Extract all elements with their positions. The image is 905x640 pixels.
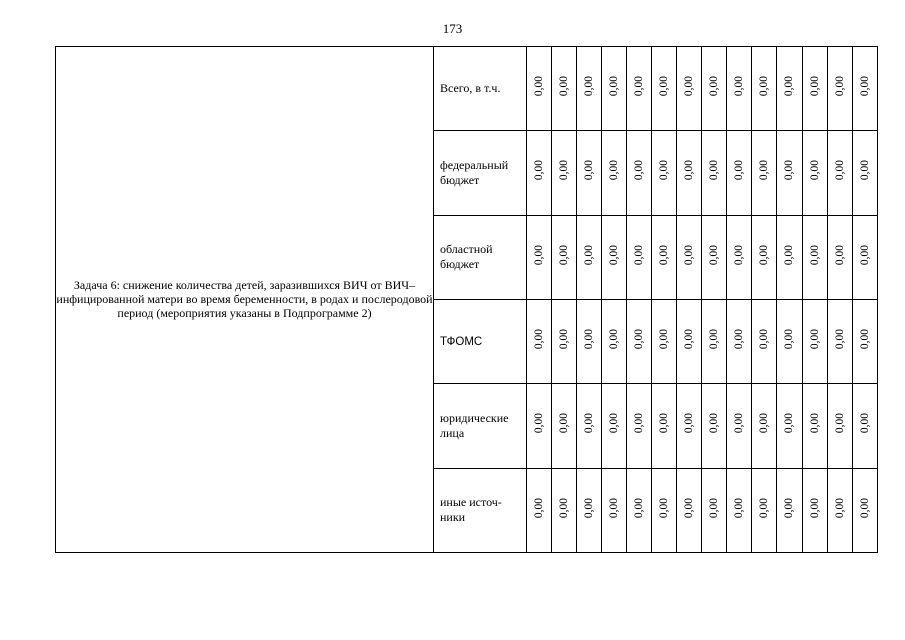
value-cell (652, 299, 677, 383)
value-cell (702, 468, 727, 552)
value-cell (752, 299, 777, 383)
funding-source-text: Всего, в т.ч. (440, 81, 501, 96)
value-cell (652, 47, 677, 131)
funding-source-label (434, 299, 527, 383)
value-cell (827, 299, 852, 383)
value-cell (777, 468, 802, 552)
value-text: 0,00 (708, 497, 721, 518)
value-cell (577, 47, 602, 131)
value-text: 0,00 (533, 244, 546, 265)
value-cell (527, 299, 552, 383)
value-text: 0,00 (583, 244, 596, 265)
value-cell (677, 47, 702, 131)
value-text: 0,00 (733, 497, 746, 518)
value-cell (627, 215, 652, 299)
value-cell (577, 215, 602, 299)
value-cell (802, 215, 827, 299)
value-text: 0,00 (683, 76, 696, 97)
value-cell (577, 131, 602, 215)
value-cell (552, 468, 577, 552)
value-text: 0,00 (708, 76, 721, 97)
value-text: 0,00 (683, 413, 696, 434)
budget-table-container (55, 46, 871, 552)
value-text: 0,00 (558, 497, 571, 518)
value-cell (552, 299, 577, 383)
budget-table-body (56, 47, 878, 553)
value-text: 0,00 (708, 160, 721, 181)
value-text: 0,00 (808, 244, 821, 265)
value-cell (752, 215, 777, 299)
value-text: 0,00 (783, 160, 796, 181)
value-text: 0,00 (858, 329, 871, 350)
budget-table (55, 46, 878, 553)
value-cell (602, 215, 627, 299)
value-text: 0,00 (733, 160, 746, 181)
value-text: 0,00 (858, 244, 871, 265)
value-text: 0,00 (858, 413, 871, 434)
value-text: 0,00 (533, 160, 546, 181)
value-text: 0,00 (608, 329, 621, 350)
value-cell (652, 215, 677, 299)
value-text: 0,00 (608, 76, 621, 97)
value-cell (527, 384, 552, 468)
value-cell (602, 468, 627, 552)
value-text: 0,00 (583, 76, 596, 97)
value-cell (827, 131, 852, 215)
value-cell (852, 299, 877, 383)
value-text: 0,00 (708, 244, 721, 265)
value-cell (577, 299, 602, 383)
value-text: 0,00 (558, 413, 571, 434)
page-number: 173 (442, 21, 463, 36)
value-cell (777, 131, 802, 215)
value-text: 0,00 (733, 244, 746, 265)
task-description: Задача 6: снижение количества детей, заразившихся ВИЧ от ВИЧ–инфицированной матери во время беременности, в родах и послеродовой период (мероприятия указаны в Подпрограмме 2) (56, 47, 434, 553)
value-text: 0,00 (708, 413, 721, 434)
value-cell (827, 468, 852, 552)
funding-source-label (434, 47, 527, 131)
value-cell (727, 468, 752, 552)
value-cell (777, 215, 802, 299)
value-text: 0,00 (758, 76, 771, 97)
value-text: 0,00 (858, 160, 871, 181)
value-cell (727, 47, 752, 131)
value-text: 0,00 (558, 244, 571, 265)
value-text: 0,00 (808, 413, 821, 434)
value-text: 0,00 (533, 329, 546, 350)
value-text: 0,00 (608, 413, 621, 434)
value-text: 0,00 (608, 244, 621, 265)
value-cell (627, 47, 652, 131)
value-text: 0,00 (683, 244, 696, 265)
value-text: 0,00 (558, 329, 571, 350)
value-cell (577, 468, 602, 552)
value-cell (677, 215, 702, 299)
value-text: 0,00 (633, 244, 646, 265)
value-text: 0,00 (558, 160, 571, 181)
value-cell (852, 215, 877, 299)
value-cell (777, 384, 802, 468)
value-text: 0,00 (658, 160, 671, 181)
value-text: 0,00 (858, 497, 871, 518)
value-text: 0,00 (633, 497, 646, 518)
value-text: 0,00 (858, 76, 871, 97)
value-cell (702, 131, 727, 215)
value-cell (677, 299, 702, 383)
funding-source-label (434, 468, 527, 552)
value-cell (552, 131, 577, 215)
value-text: 0,00 (758, 329, 771, 350)
value-cell (827, 384, 852, 468)
value-text: 0,00 (783, 413, 796, 434)
value-cell (652, 468, 677, 552)
value-cell (552, 215, 577, 299)
value-text: 0,00 (708, 329, 721, 350)
value-text: 0,00 (833, 160, 846, 181)
value-cell (827, 215, 852, 299)
value-text: 0,00 (633, 329, 646, 350)
value-text: 0,00 (833, 76, 846, 97)
value-text: 0,00 (583, 413, 596, 434)
value-cell (852, 384, 877, 468)
value-cell (677, 468, 702, 552)
value-cell (752, 131, 777, 215)
value-text: 0,00 (633, 413, 646, 434)
funding-source-label (434, 384, 527, 468)
value-text: 0,00 (808, 76, 821, 97)
value-cell (727, 384, 752, 468)
table-row (56, 47, 878, 131)
value-text: 0,00 (733, 76, 746, 97)
funding-source-text: областной бюджет (440, 242, 493, 272)
value-cell (527, 215, 552, 299)
value-text: 0,00 (758, 497, 771, 518)
value-cell (602, 131, 627, 215)
value-cell (552, 47, 577, 131)
value-text: 0,00 (733, 413, 746, 434)
value-cell (702, 384, 727, 468)
value-text: 0,00 (558, 76, 571, 97)
value-text: 0,00 (683, 160, 696, 181)
value-text: 0,00 (833, 497, 846, 518)
value-text: 0,00 (808, 329, 821, 350)
value-text: 0,00 (758, 413, 771, 434)
value-text: 0,00 (783, 329, 796, 350)
value-cell (802, 384, 827, 468)
value-text: 0,00 (583, 160, 596, 181)
value-cell (627, 131, 652, 215)
funding-source-text: иные источ-ники (440, 495, 502, 525)
value-cell (727, 215, 752, 299)
value-cell (702, 299, 727, 383)
value-cell (527, 47, 552, 131)
funding-source-text: федеральный бюджет (440, 157, 509, 187)
value-cell (852, 131, 877, 215)
value-text: 0,00 (833, 413, 846, 434)
value-text: 0,00 (608, 160, 621, 181)
value-cell (727, 299, 752, 383)
value-cell (752, 384, 777, 468)
funding-source-label (434, 215, 527, 299)
value-text: 0,00 (683, 497, 696, 518)
value-cell (652, 384, 677, 468)
value-text: 0,00 (658, 413, 671, 434)
value-cell (552, 384, 577, 468)
value-cell (627, 299, 652, 383)
value-text: 0,00 (783, 497, 796, 518)
value-text: 0,00 (633, 160, 646, 181)
value-cell (702, 215, 727, 299)
value-cell (827, 47, 852, 131)
value-text: 0,00 (833, 244, 846, 265)
value-text: 0,00 (658, 329, 671, 350)
value-text: 0,00 (658, 244, 671, 265)
value-text: 0,00 (808, 497, 821, 518)
value-cell (802, 47, 827, 131)
funding-source-label (434, 131, 527, 215)
value-text: 0,00 (758, 244, 771, 265)
value-cell (577, 384, 602, 468)
value-cell (777, 299, 802, 383)
value-text: 0,00 (533, 497, 546, 518)
funding-source-text: ТФОМС (440, 335, 483, 348)
value-text: 0,00 (783, 76, 796, 97)
value-cell (752, 468, 777, 552)
value-cell (652, 131, 677, 215)
value-cell (627, 384, 652, 468)
value-cell (602, 299, 627, 383)
value-text: 0,00 (583, 329, 596, 350)
value-cell (852, 468, 877, 552)
value-text: 0,00 (783, 244, 796, 265)
value-cell (527, 131, 552, 215)
value-text: 0,00 (583, 497, 596, 518)
value-text: 0,00 (758, 160, 771, 181)
value-cell (602, 384, 627, 468)
value-cell (702, 47, 727, 131)
value-cell (777, 47, 802, 131)
value-text: 0,00 (683, 329, 696, 350)
value-text: 0,00 (733, 329, 746, 350)
value-cell (677, 131, 702, 215)
value-text: 0,00 (833, 329, 846, 350)
value-cell (727, 131, 752, 215)
value-text: 0,00 (808, 160, 821, 181)
value-text: 0,00 (608, 497, 621, 518)
value-text: 0,00 (658, 497, 671, 518)
value-text: 0,00 (633, 76, 646, 97)
value-cell (802, 299, 827, 383)
value-text: 0,00 (658, 76, 671, 97)
value-cell (852, 47, 877, 131)
value-text: 0,00 (533, 76, 546, 97)
value-cell (527, 468, 552, 552)
value-cell (752, 47, 777, 131)
value-cell (677, 384, 702, 468)
value-cell (627, 468, 652, 552)
value-cell (802, 468, 827, 552)
value-text: 0,00 (533, 413, 546, 434)
value-cell (802, 131, 827, 215)
value-cell (602, 47, 627, 131)
funding-source-text: юридические лица (440, 410, 509, 440)
